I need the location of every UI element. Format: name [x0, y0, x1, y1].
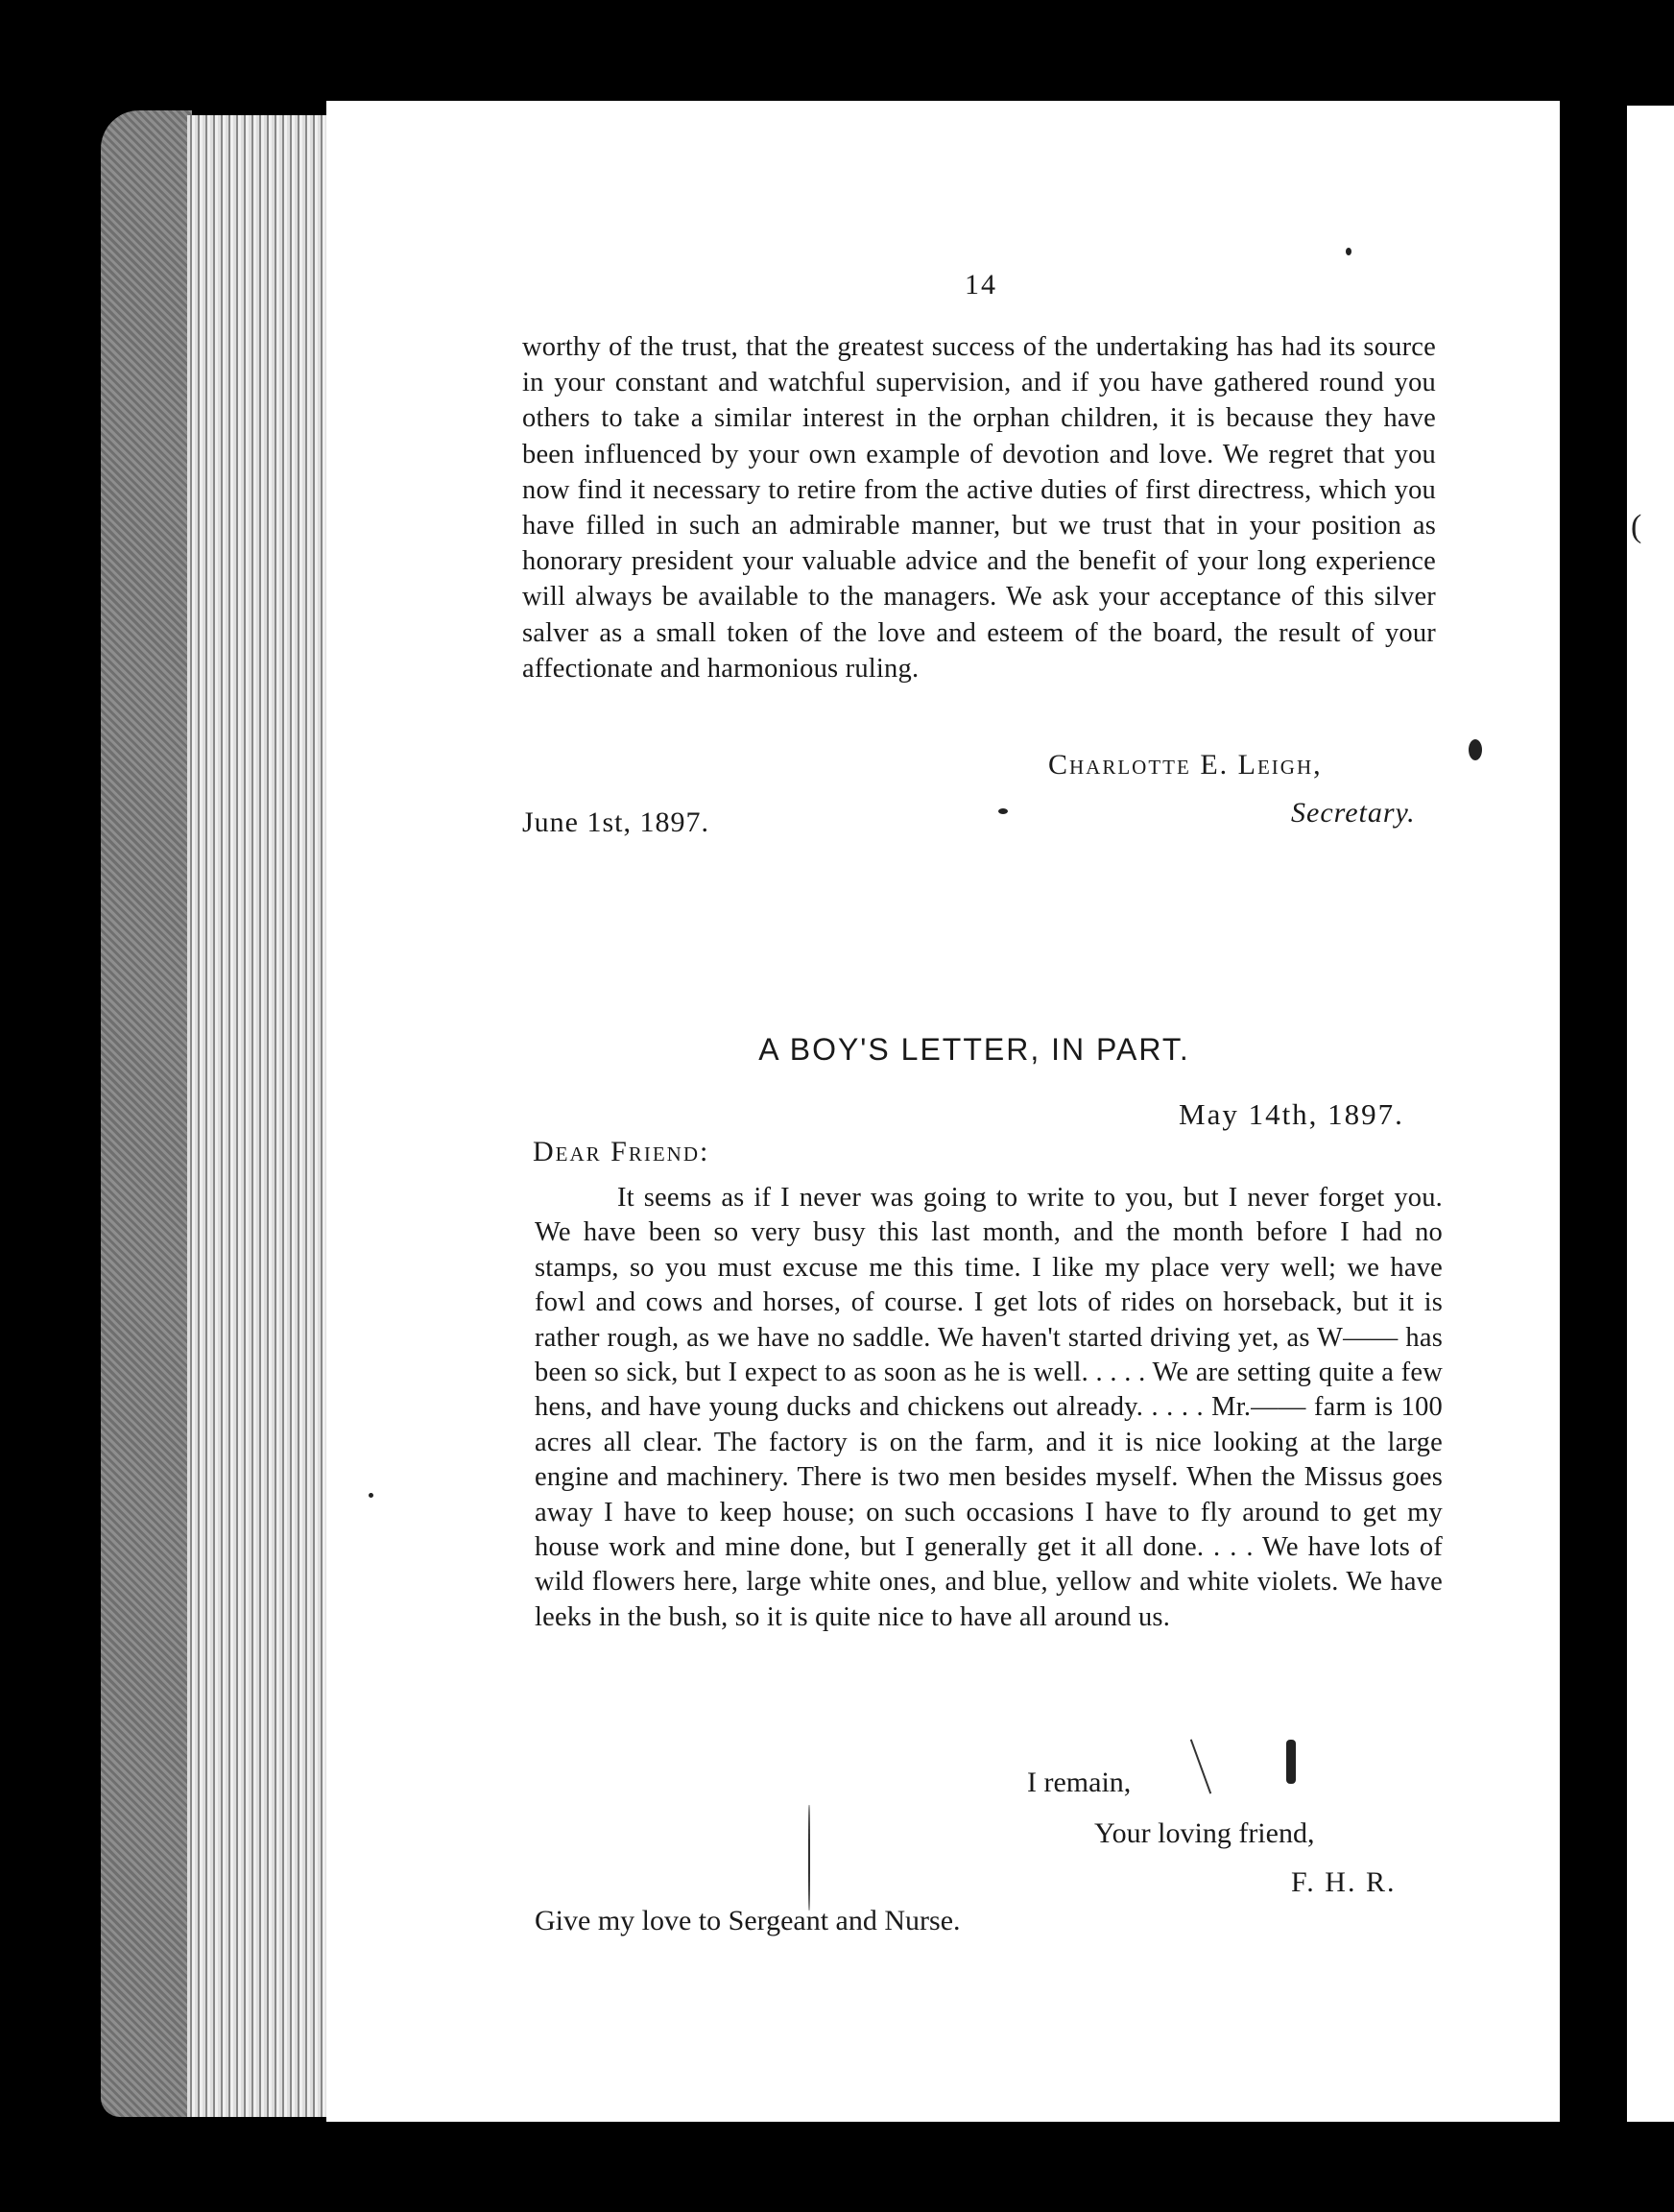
book-cover-edge	[101, 110, 192, 2117]
closing-line: I remain,	[1027, 1767, 1132, 1798]
scan-pen-mark	[808, 1805, 810, 1911]
testimonial-paragraph	[522, 329, 1436, 686]
letter-paragraph	[535, 1181, 1443, 1635]
scan-speck	[1469, 739, 1482, 760]
scan-speck	[369, 1493, 373, 1498]
signature-title: Secretary.	[1291, 797, 1416, 829]
facing-page-mark: (	[1631, 509, 1642, 544]
scan-speck	[998, 808, 1008, 814]
page-number: 14	[965, 269, 997, 301]
letter-date: May 14th, 1897.	[1179, 1097, 1404, 1131]
letter-text: It seems as if I never was going to write to you, but I never forget you. We have been so very busy this last month, and the month before I had no stamps, so you must excuse me this time. I like my place very well; we have fowl and cows and horses, of course. I get lots of rides on horseback, but it is rather rough, as we have no saddle. We haven't started driving yet, as W—— has been so sick, but I expect to as soon as he is well. . . . . We are setting quite a few hens, and have young ducks and chickens out already. . . . . Mr.—— farm is 100 acres all clear. The factory is on the farm, and it is nice looking at the large engine and machinery. There is two men besides myself. When the Missus goes away I have to keep house; on such occasions I have to fly around to get my house work and mine done, but I generally get it all done. . . . We have lots of wild flowers here, large white ones, and blue, yellow and white violets. We have leeks in the bush, so it is quite nice to have all around us.	[535, 1183, 1443, 1632]
closing-initials: F. H. R.	[1291, 1866, 1397, 1898]
section-heading: A BOY'S LETTER, IN PART.	[758, 1032, 1190, 1067]
testimonial-text: worthy of the trust, that the greatest success of the undertaking has had its source in your constant and watchful supervision, and if you have gathered round you others to take a similar interest in the orphan children, it is because they have been influenced by your own example of devotion and love. We regret that you now find it necessary to retire from the active duties of first directress, which you have filled in such an admirable manner, but we trust that in your position as honorary president your valuable advice and the benefit of your long experience will always be available to the managers. We ask your acceptance of this silver salver as a small token of the love and esteem of the board, the result of your affectionate and harmonious ruling.	[522, 332, 1436, 684]
letter-salutation: Dear Friend:	[533, 1136, 710, 1167]
testimonial-date: June 1st, 1897.	[522, 806, 709, 838]
scan-speck	[1346, 248, 1351, 255]
postscript: Give my love to Sergeant and Nurse.	[535, 1905, 961, 1936]
page-edges	[187, 115, 331, 2117]
closing-phrase: Your loving friend,	[1094, 1817, 1315, 1849]
facing-page-edge	[1627, 106, 1674, 2122]
scan-speck	[1286, 1740, 1296, 1784]
signature-name: Charlotte E. Leigh,	[1048, 749, 1323, 781]
